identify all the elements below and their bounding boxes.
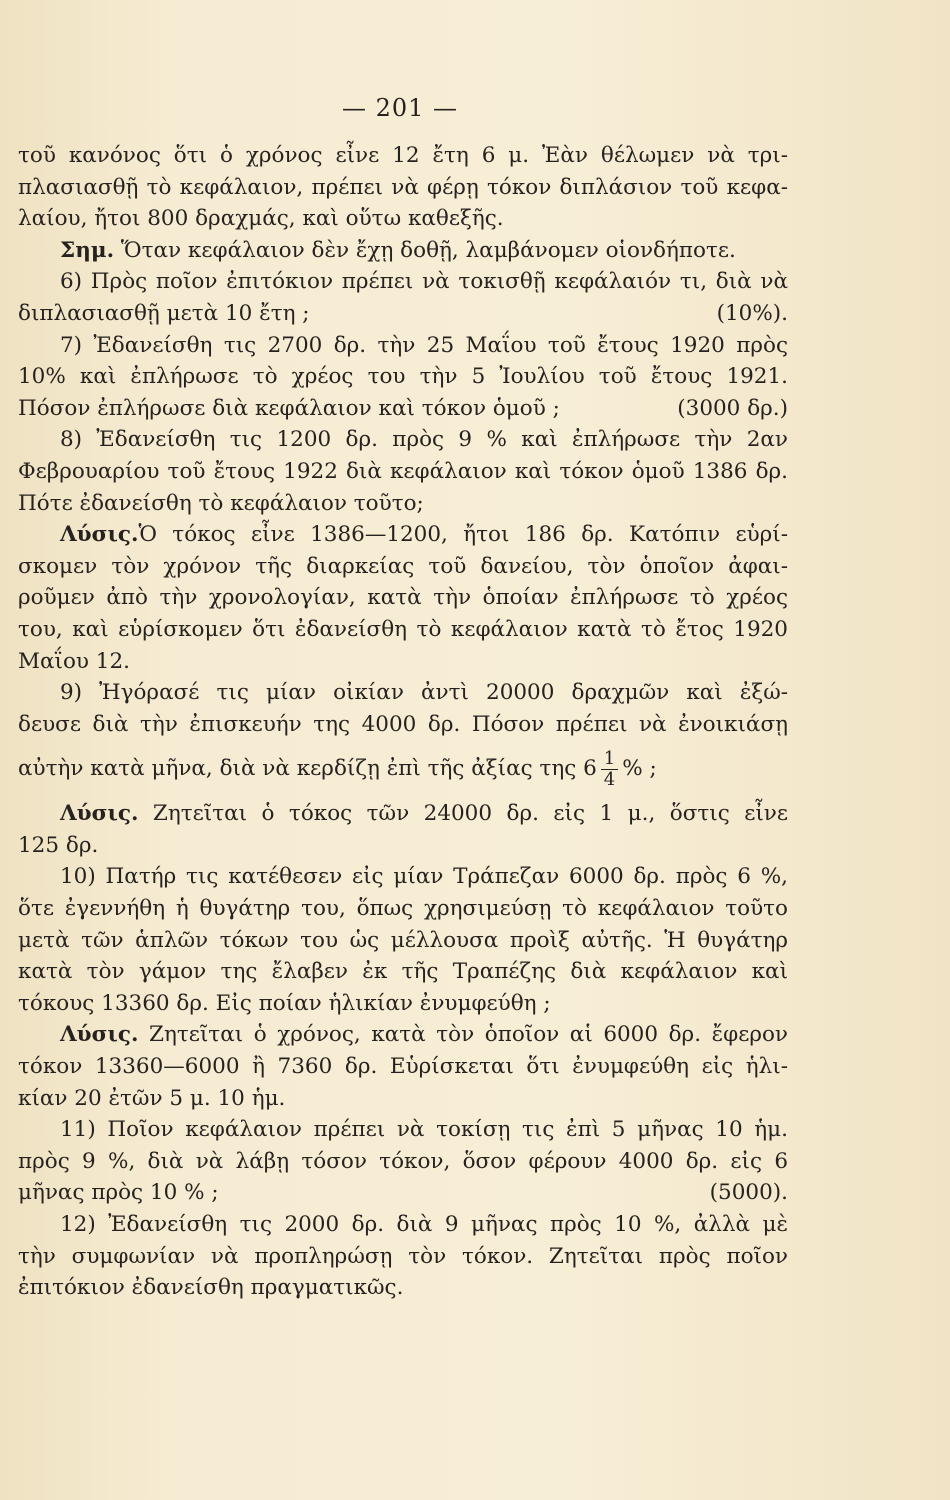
text-line [18,646,788,678]
line-text: ροῦμεν ἀπὸ τὴν χρονολογίαν, κατὰ τὴν ὁποίαν ἐπλήρωσε τὸ χρέος [18,585,788,611]
line-text: Πόσον ἐπλήρωσε διὰ κεφάλαιον καὶ τόκον ὁμοῦ ; [18,395,560,421]
line-text: 9) Ἠγόρασέ τις μίαν οἰκίαν ἀντὶ 20000 δραχμῶν καὶ ἐξώ- [60,680,788,706]
line-text: Ζητεῖται ὁ τόκος τῶν 24000 δρ. εἰς 1 μ., ὅστις εἶνε [138,801,788,827]
line-text: μετὰ τῶν ἁπλῶν τόκων του ὡς μέλλουσα προὶξ αὐτῆς. Ἡ θυγάτηρ [18,927,788,953]
text-line [18,1083,788,1115]
label-prefix: Λύσις. [60,1022,139,1048]
text-line [18,140,788,172]
text-line [18,582,788,614]
answer-text: (10%). [716,300,788,326]
text-line [18,361,788,393]
text-line [18,830,788,862]
text-line [18,677,788,709]
line-text: διπλασιασθῇ μετὰ 10 ἔτη ; [18,300,310,326]
line-text: 11) Ποῖον κεφάλαιον πρέπει νὰ τοκίσῃ τις ἐπὶ 5 μῆνας 10 ἡμ. [60,1117,788,1143]
text-line [18,551,788,583]
label-prefix: Λύσις. [60,801,139,827]
line-text: ὅτε ἐγεννήθη ἡ θυγάτηρ του, ὅπως χρησιμεύσῃ τὸ κεφάλαιον τοῦτο [18,896,788,922]
text-line [18,1051,788,1083]
line-text: πλασιασθῇ τὸ κεφάλαιον, πρέπει νὰ φέρῃ τόκον διπλάσιον τοῦ κεφα- [18,174,788,200]
text-line [18,1272,788,1304]
label-prefix: Σημ. [60,237,115,263]
text-line [18,798,788,830]
text-line [18,488,788,520]
text-line [18,893,788,925]
line-text: 125 δρ. [18,832,99,858]
text-line [18,925,788,957]
line-text: μῆνας πρὸς 10 % ; [18,1180,219,1206]
line-text: τόκους 13360 δρ. Εἰς ποίαν ἡλικίαν ἐνυμφεύθη ; [18,990,551,1016]
answer-text: (3000 δρ.) [677,395,788,421]
fraction-line-suffix: % ; [622,756,657,782]
fraction-denominator: 4 [603,768,616,790]
text-line [18,330,788,362]
text-line [18,1177,788,1209]
page-body [18,140,788,1304]
line-text: τόκον 13360—6000 ἢ 7360 δρ. Εὑρίσκεται ὅτι ἐνυμφεύθη εἰς ἡλι- [18,1054,788,1080]
line-text: 10% καὶ ἐπλήρωσε τὸ χρέος του τὴν 5 Ἰουλίου τοῦ ἔτους 1921. [18,364,788,390]
text-line [18,709,788,741]
line-text: σκομεν τὸν χρόνον τῆς διαρκείας τοῦ δανείου, τὸν ὁποῖον ἀφαι- [18,553,788,579]
text-line [18,456,788,488]
label-prefix: Λύσις. [60,522,139,548]
line-text: κίαν 20 ἐτῶν 5 μ. 10 ἡμ. [18,1085,286,1111]
text-line [18,988,788,1020]
text-line [18,298,788,330]
line-text: 6) Πρὸς ποῖον ἐπιτόκιον πρέπει νὰ τοκισθῇ κεφάλαιόν τι, διὰ νὰ [60,269,788,295]
line-text: λαίου, ἤτοι 800 δραχμάς, καὶ οὕτω καθεξῆς. [18,206,504,232]
line-text: ἐπιτόκιον ἐδανείσθη πραγματικῶς. [18,1275,404,1301]
text-line [18,1146,788,1178]
text-line [18,1114,788,1146]
line-text: Ὁ τόκος εἶνε 1386—1200, ἤτοι 186 δρ. Κατόπιν εὑρί- [138,522,788,548]
text-line [18,1209,788,1241]
answer-text: (5000). [709,1180,788,1206]
page-number: — 201 — [341,94,459,122]
line-text: Μαΐου 12. [18,648,131,674]
text-line [18,956,788,988]
fraction-numerator: 1 [601,749,618,770]
text-line [18,424,788,456]
text-line [18,393,788,425]
text-line [18,235,788,267]
line-text: Πότε ἐδανείσθη τὸ κεφάλαιον τοῦτο; [18,490,424,516]
text-line [18,1241,788,1273]
line-text: Ὅταν κεφάλαιον δὲν ἔχῃ δοθῇ, λαμβάνομεν οἱονδήποτε. [114,237,736,263]
text-line [18,519,788,551]
text-line [18,1019,788,1051]
line-text: 12) Ἐδανείσθη τις 2000 δρ. διὰ 9 μῆνας πρὸς 10 %, ἀλλὰ μὲ [60,1212,788,1237]
line-text: κατὰ τὸν γάμον της ἔλαβεν ἐκ τῆς Τραπέζης διὰ κεφάλαιον καὶ [18,959,788,985]
line-text: δευσε διὰ τὴν ἐπισκευήν της 4000 δρ. Πόσον πρέπει νὰ ἐνοικιάσῃ [18,711,788,737]
text-line [18,172,788,204]
line-text: του, καὶ εὑρίσκομεν ὅτι ἐδανείσθη τὸ κεφάλαιον κατὰ τὸ ἔτος 1920 [18,616,788,642]
line-text: Φεβρουαρίου τοῦ ἔτους 1922 διὰ κεφάλαιον καὶ τόκον ὁμοῦ 1386 δρ. [18,458,788,484]
line-text: 10) Πατήρ τις κατέθεσεν εἰς μίαν Τράπεζαν 6000 δρ. πρὸς 6 %, [60,864,788,890]
line-text: 8) Ἐδανείσθη τις 1200 δρ. πρὸς 9 % καὶ ἐπλήρωσε τὴν 2αν [60,427,788,453]
text-line [18,861,788,893]
line-text: 7) Ἐδανείσθη τις 2700 δρ. τὴν 25 Μαΐου τοῦ ἔτους 1920 πρὸς [60,332,788,358]
text-block-1 [18,140,788,740]
line-text: τοῦ κανόνος ὅτι ὁ χρόνος εἶνε 12 ἔτη 6 μ. Ἐὰν θέλωμεν νὰ τρι- [18,143,788,168]
text-line [18,614,788,646]
text-block-2 [18,798,788,1304]
fraction [601,749,618,790]
line-text: τὴν συμφωνίαν νὰ προπληρώσῃ τὸν τόκον. Ζητεῖται πρὸς ποῖον [18,1243,788,1269]
text-line [18,266,788,298]
line-text: Ζητεῖται ὁ χρόνος, κατὰ τὸν ὁποῖον αἱ 6000 δρ. ἔφερον [138,1022,788,1048]
text-line [18,203,788,235]
fraction-line-text: αὐτὴν κατὰ μῆνα, διὰ νὰ κερδίζῃ ἐπὶ τῆς ἀξίας της 6 [18,756,597,782]
line-text: πρὸς 9 %, διὰ νὰ λάβῃ τόσον τόκον, ὅσον φέρουν 4000 δρ. εἰς 6 [18,1148,788,1174]
fraction-line [18,740,788,798]
